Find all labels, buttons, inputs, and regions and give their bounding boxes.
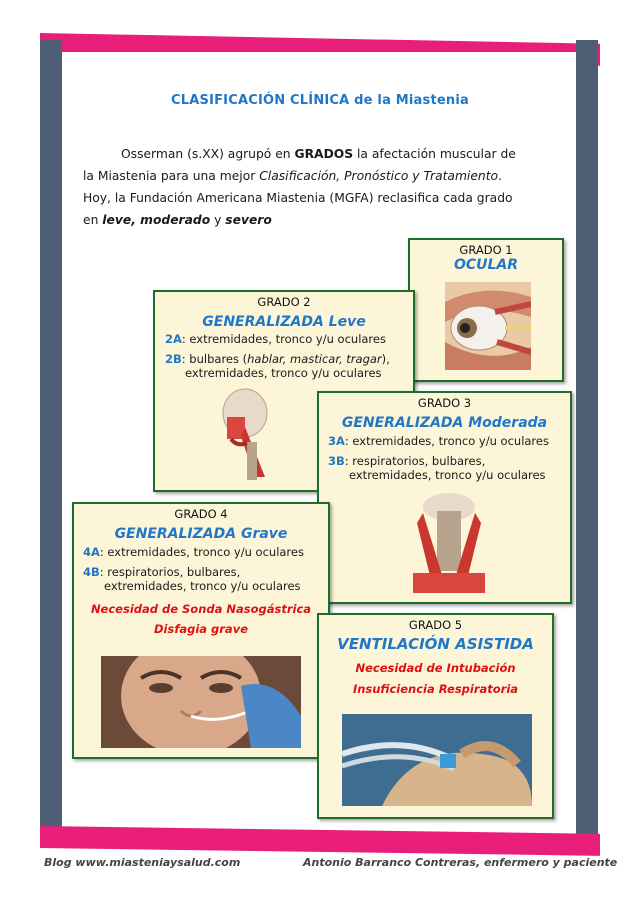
footer-blog: Blog www.miasteniaysalud.com [44,856,241,869]
grado-2-name: GENERALIZADA Leve [202,314,366,330]
footer-author: Antonio Barranco Contreras, enfermero y paciente [303,856,618,869]
grado-3b-line: 3B: respiratorios, bulbares, [328,454,486,468]
grado-1-name: OCULAR [453,257,519,273]
eye-anatomy-image [445,282,531,370]
right-side-bar [576,40,598,845]
nasogastric-tube-photo [101,656,301,748]
page-title: CLASIFICACIÓN CLÍNICA de la Miastenia [171,93,469,108]
grado-5-name: VENTILACIÓN ASISTIDA [337,635,534,653]
grado-2b-line-2: extremidades, tronco y/u oculares [185,366,382,380]
grado-5-card [317,613,554,819]
head-neck-muscles-image [217,387,279,483]
intro-paragraph [83,143,523,231]
grado-4-label: GRADO 4 [174,507,228,521]
grado-3b-line-2: extremidades, tronco y/u oculares [349,468,546,482]
grado-4b-line-2: extremidades, tronco y/u oculares [104,579,301,593]
intro-text: Osserman (s.XX) agrupó en GRADOS la afectación muscular de la Miastenia para una mejor Clasificación, Pronóstico y Tratamiento. Hoy, la Fundación Americana Miastenia (MGFA) reclasifica cada grado en leve, moderado y severo [83,147,516,227]
grado-4-note-sonda: Necesidad de Sonda Nasogástrica [90,602,312,616]
bottom-pink-stripe [40,826,600,856]
grado-4-name: GENERALIZADA Grave [114,526,288,542]
grado-3-card [317,391,572,604]
left-side-bar [40,40,62,830]
grado-4b-line: 4B: respiratorios, bulbares, [83,565,241,579]
grado-4-card [72,502,330,759]
grado-2b-line: 2B: bulbares (hablar, masticar, tragar), [165,352,390,366]
grado-3a-line: 3A: extremidades, tronco y/u oculares [328,434,549,448]
grado-1-label: GRADO 1 [459,243,513,257]
grado-2a-line: 2A: extremidades, tronco y/u oculares [165,332,386,346]
grado-5-label: GRADO 5 [408,618,463,632]
grado-2-label: GRADO 2 [257,295,311,309]
grado-4-note-disfagia: Disfagia grave [154,622,248,636]
grado-1-card [408,238,564,382]
neck-muscles-image [413,493,485,593]
intubation-photo [342,714,532,806]
grado-3-name: GENERALIZADA Moderada [341,415,548,431]
grado-5-note-insuficiencia: Insuficiencia Respiratoria [352,682,519,696]
grado-3-label: GRADO 3 [417,396,472,410]
grado-5-note-intubacion: Necesidad de Intubación [355,661,516,675]
grado-4a-line: 4A: extremidades, tronco y/u oculares [83,545,304,559]
